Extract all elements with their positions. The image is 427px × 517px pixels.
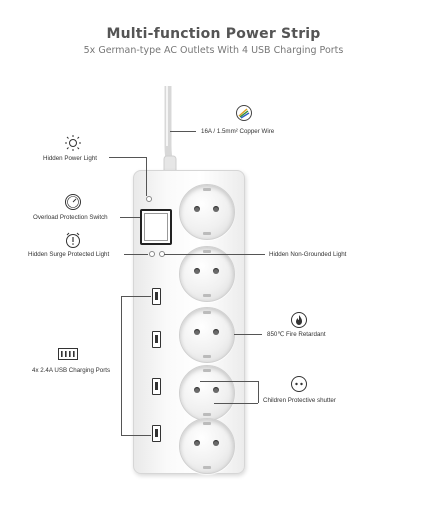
lightbulb-icon [63, 134, 83, 152]
usb-ports-icon [58, 348, 78, 360]
overload-protection-switch[interactable] [140, 209, 172, 245]
alarm-icon [64, 231, 82, 249]
leader-line [121, 296, 122, 436]
power-indicator-light [146, 196, 152, 202]
socket-face-icon [290, 375, 308, 393]
leader-line [200, 381, 258, 382]
copper-wire-label: 16A / 1.5mm² Copper Wire [201, 128, 275, 135]
leader-line [214, 403, 258, 404]
gauge-icon [64, 193, 82, 211]
shutter-label: Children Protective shutter [263, 397, 336, 404]
leader-line [258, 381, 259, 403]
leader-line [164, 254, 265, 255]
surge-indicator-light [149, 251, 155, 257]
flame-icon [290, 311, 308, 329]
page-subtitle: 5x German-type AC Outlets With 4 USB Charging Ports [83, 45, 344, 56]
leader-line [170, 131, 196, 132]
overload-switch-label: Overload Protection Switch [33, 214, 108, 221]
ac-outlet[interactable] [179, 184, 235, 240]
leader-line [109, 157, 146, 158]
leader-line [120, 217, 140, 218]
non-grounded-light-label: Hidden Non-Grounded Light [269, 251, 347, 258]
usb-port[interactable] [152, 425, 161, 442]
usb-port[interactable] [152, 331, 161, 348]
surge-light-label: Hidden Surge Protected Light [28, 251, 110, 258]
hidden-power-light-label: Hidden Power Light [43, 155, 98, 162]
leader-line [121, 435, 151, 436]
ac-outlet[interactable] [179, 418, 235, 474]
usb-port[interactable] [152, 288, 161, 305]
fire-retardant-label: 850℃ Fire Retardant [267, 331, 326, 338]
leader-line [234, 334, 262, 335]
leader-line [146, 157, 147, 196]
usb-ports-label: 4x 2.4A USB Charging Ports [32, 367, 111, 374]
page-title: Multi-function Power Strip [106, 26, 321, 42]
ac-outlet[interactable] [179, 307, 235, 363]
leader-line [124, 254, 148, 255]
usb-port[interactable] [152, 378, 161, 395]
wire-icon [235, 104, 253, 122]
leader-line [121, 296, 151, 297]
ac-outlet[interactable] [179, 365, 235, 421]
